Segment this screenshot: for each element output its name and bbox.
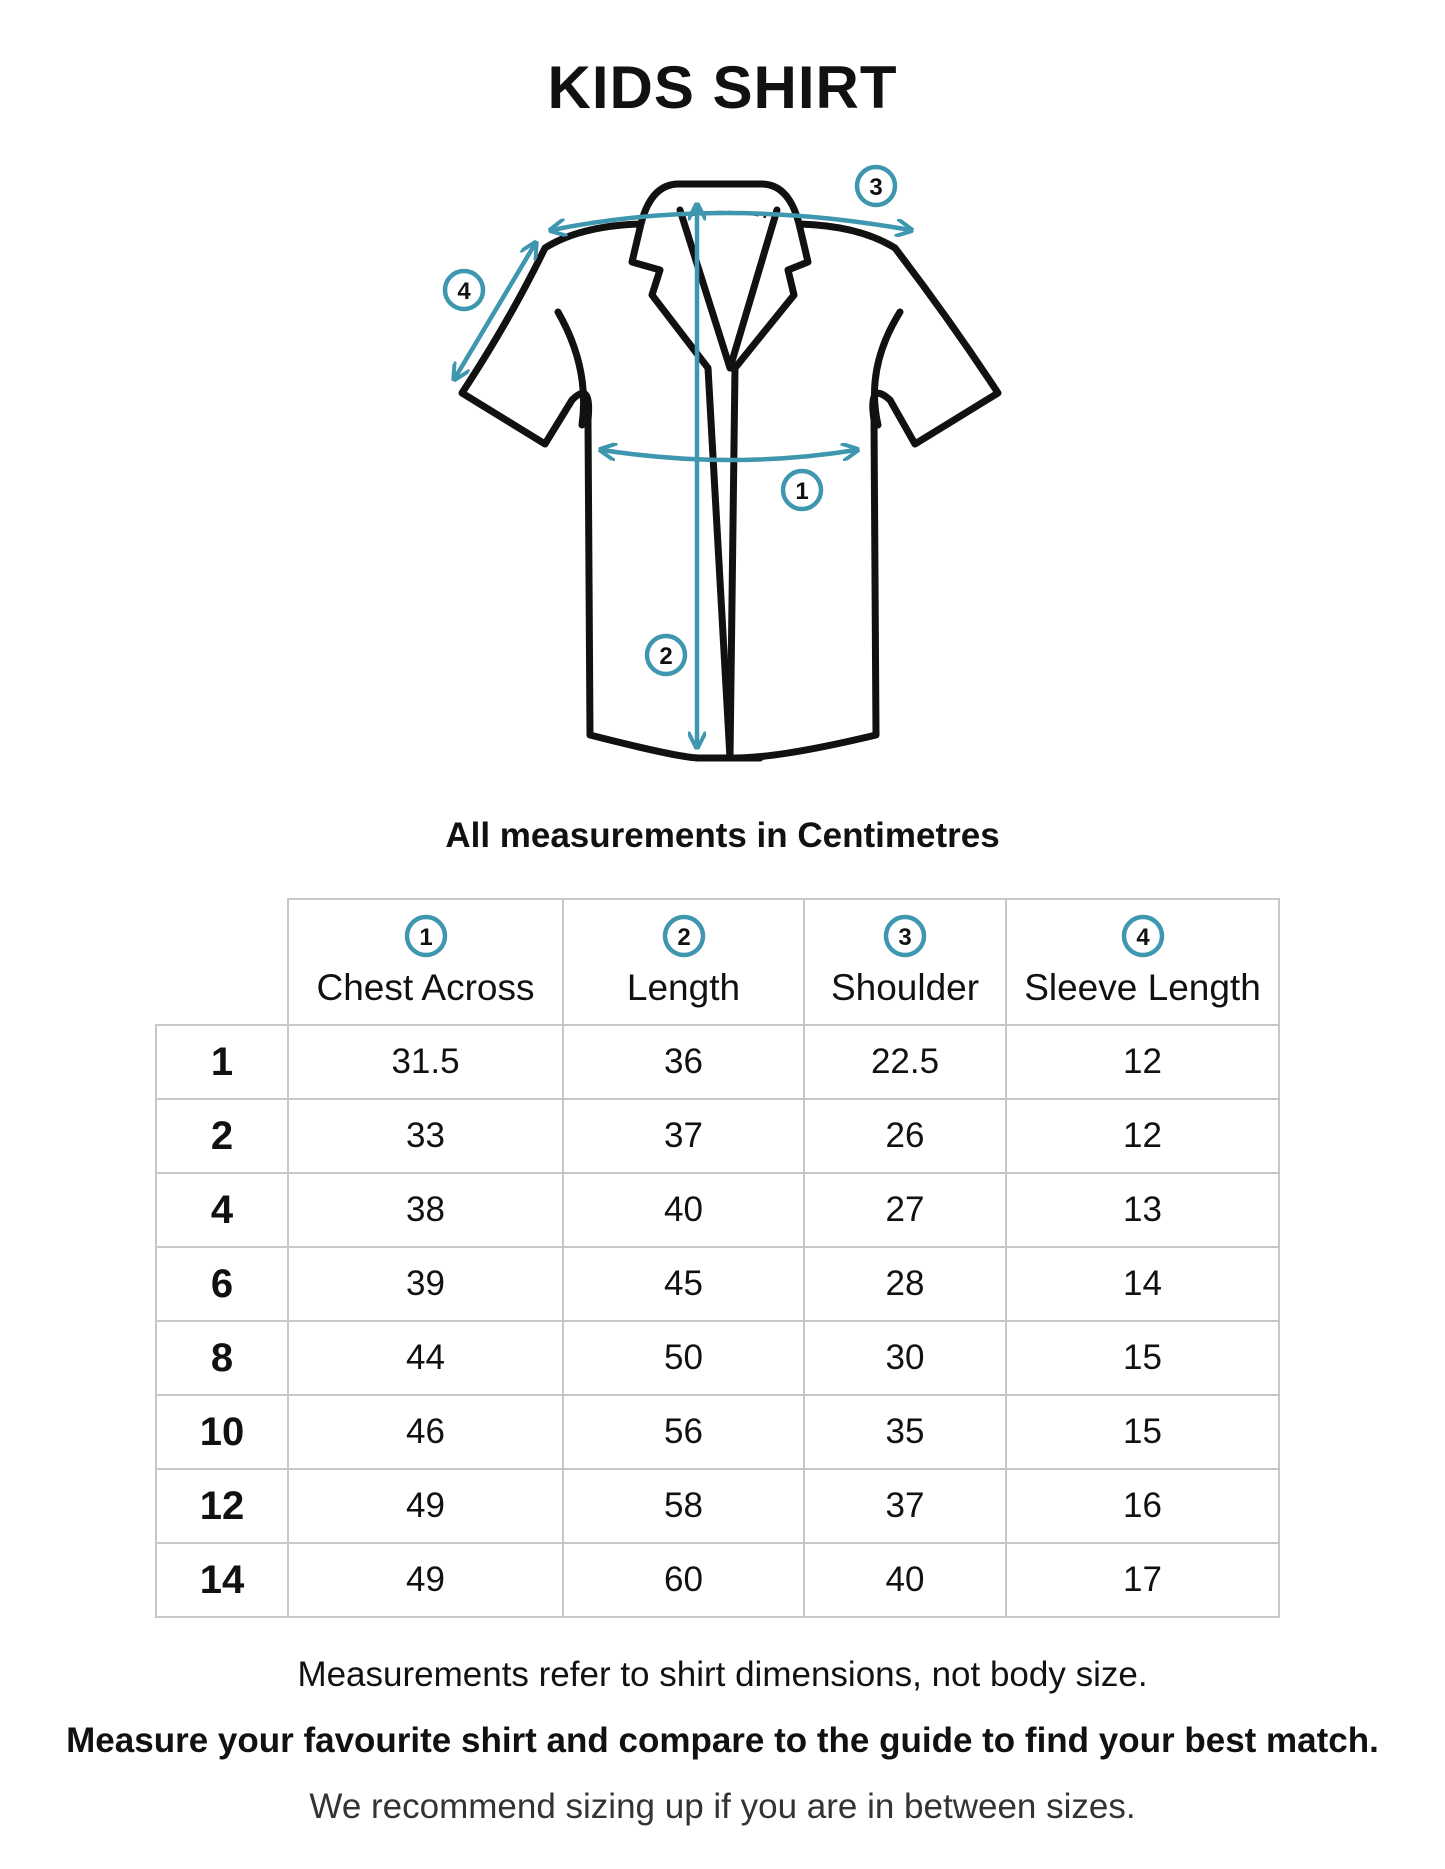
length-cell: 60 [563,1543,804,1617]
size-cell: 6 [156,1247,288,1321]
sleeve-cell: 12 [1006,1099,1279,1173]
length-cell: 40 [563,1173,804,1247]
shoulder-cell: 30 [804,1321,1006,1395]
number-badge-icon [404,914,448,958]
column-label: Shoulder [830,967,980,1008]
size-cell: 1 [156,1025,288,1099]
column-label: Length [626,967,741,1008]
marker-chest [783,471,821,509]
svg-text:1: 1 [795,478,809,505]
marker-length [647,636,685,674]
table-row [156,1543,1279,1617]
length-cell: 50 [563,1321,804,1395]
length-cell: 36 [563,1025,804,1099]
svg-text:4: 4 [457,278,471,305]
column-label: Sleeve Length [1024,967,1261,1008]
svg-text:2: 2 [659,643,673,670]
chest-cell: 46 [288,1395,563,1469]
table-row [156,1025,1279,1099]
size-cell: 12 [156,1469,288,1543]
number-badge-icon [1121,914,1165,958]
chest-cell: 39 [288,1247,563,1321]
shirt-measurement-diagram [420,160,1020,770]
table-row [156,1395,1279,1469]
number-badge-icon [883,914,927,958]
sleeve-cell: 15 [1006,1321,1279,1395]
chest-arrow [602,450,856,460]
sleeve-cell: 13 [1006,1173,1279,1247]
length-cell: 56 [563,1395,804,1469]
header-blank-cell [156,899,288,1025]
sleeve-cell: 15 [1006,1395,1279,1469]
units-note: All measurements in Centimetres [445,816,1000,855]
shoulder-cell: 35 [804,1395,1006,1469]
svg-text:3: 3 [869,174,883,201]
table-row [156,1321,1279,1395]
size-cell: 4 [156,1173,288,1247]
header-length [563,899,804,1025]
sizing-recommendation: We recommend sizing up if you are in between sizes. [309,1787,1136,1826]
shoulder-cell: 26 [804,1099,1006,1173]
length-cell: 37 [563,1099,804,1173]
shirt-dimension-note: Measurements refer to shirt dimensions, not body size. [297,1655,1148,1694]
page-title: KIDS SHIRT [547,54,898,121]
svg-text:3: 3 [898,924,912,951]
size-table [155,898,1280,1618]
header-shoulder [804,899,1006,1025]
shoulder-cell: 22.5 [804,1025,1006,1099]
measure-tip: Measure your favourite shirt and compare to the guide to find your best match. [66,1721,1379,1760]
svg-text:1: 1 [418,924,433,951]
marker-sleeve [445,271,483,309]
table-row [156,1099,1279,1173]
chest-cell: 49 [288,1543,563,1617]
marker-shoulder [857,167,895,205]
svg-text:4: 4 [1135,924,1150,951]
chest-cell: 44 [288,1321,563,1395]
table-row [156,1247,1279,1321]
sleeve-cell: 16 [1006,1469,1279,1543]
length-cell: 45 [563,1247,804,1321]
chest-cell: 49 [288,1469,563,1543]
shirt-outline [462,184,998,758]
table-row [156,1469,1279,1543]
shoulder-cell: 27 [804,1173,1006,1247]
sleeve-cell: 12 [1006,1025,1279,1099]
header-sleeve-length [1006,899,1279,1025]
sleeve-cell: 14 [1006,1247,1279,1321]
shoulder-cell: 28 [804,1247,1006,1321]
svg-text:2: 2 [676,924,691,951]
size-cell: 14 [156,1543,288,1617]
length-cell: 58 [563,1469,804,1543]
sleeve-cell: 17 [1006,1543,1279,1617]
size-cell: 8 [156,1321,288,1395]
number-badge-icon [662,914,706,958]
column-label: Chest Across [316,967,535,1008]
chest-cell: 38 [288,1173,563,1247]
chest-cell: 31.5 [288,1025,563,1099]
size-cell: 2 [156,1099,288,1173]
table-row [156,1173,1279,1247]
size-cell: 10 [156,1395,288,1469]
shoulder-cell: 37 [804,1469,1006,1543]
header-chest-across [288,899,563,1025]
table-header-row [156,899,1279,1025]
shoulder-cell: 40 [804,1543,1006,1617]
chest-cell: 33 [288,1099,563,1173]
